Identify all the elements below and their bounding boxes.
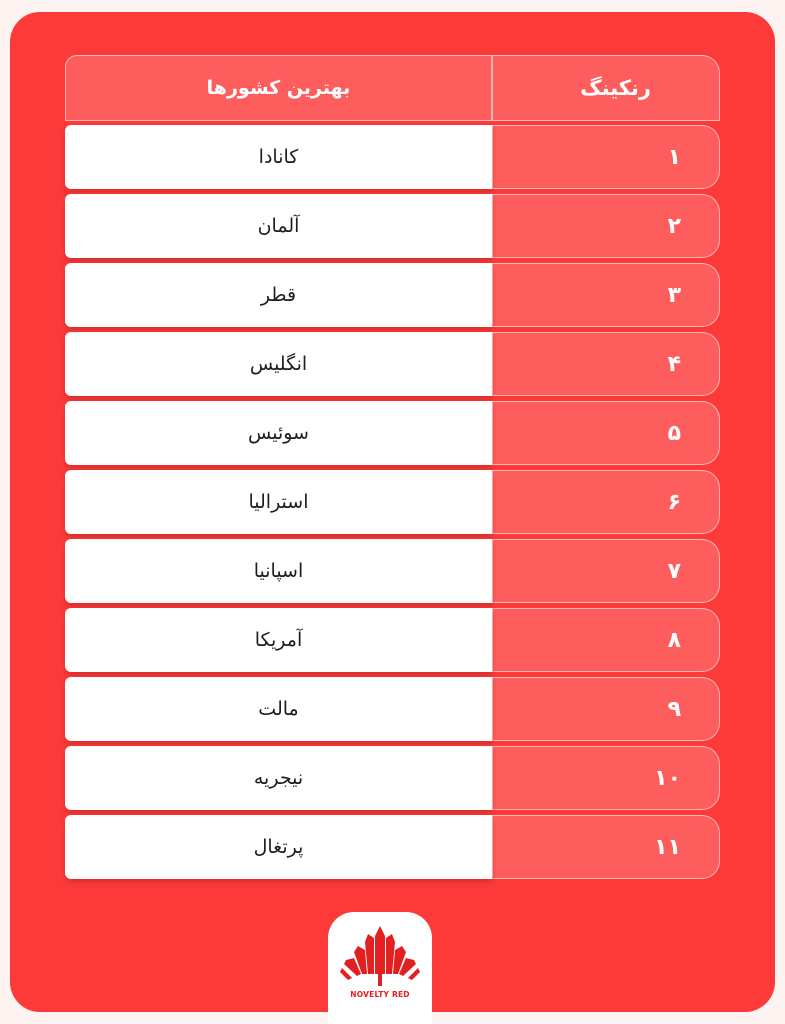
rank-cell: ۳	[492, 263, 720, 327]
country-cell: پرتغال	[65, 815, 492, 879]
country-cell: استرالیا	[65, 470, 492, 534]
rank-cell: ۲	[492, 194, 720, 258]
country-cell: نیجریه	[65, 746, 492, 810]
country-cell: سوئیس	[65, 401, 492, 465]
rank-cell: ۴	[492, 332, 720, 396]
country-cell: آلمان	[65, 194, 492, 258]
country-cell: قطر	[65, 263, 492, 327]
country-cell: آمریکا	[65, 608, 492, 672]
country-cell: انگلیس	[65, 332, 492, 396]
rank-cell: ۹	[492, 677, 720, 741]
rank-cell: ۱۱	[492, 815, 720, 879]
rank-cell: ۶	[492, 470, 720, 534]
country-cell: مالت	[65, 677, 492, 741]
rank-cell: ۵	[492, 401, 720, 465]
country-cell: اسپانیا	[65, 539, 492, 603]
rank-cell: ۱	[492, 125, 720, 189]
rank-cell: ۸	[492, 608, 720, 672]
country-cell: کانادا	[65, 125, 492, 189]
logo-tab	[328, 912, 432, 1024]
rank-cell: ۷	[492, 539, 720, 603]
rank-cell: ۱۰	[492, 746, 720, 810]
header-best-countries: بهترین کشورها	[65, 55, 492, 121]
logo-text: NOVELTY RED	[350, 990, 410, 999]
maple-leaf-icon	[328, 912, 432, 992]
header-ranking: رنکینگ	[492, 55, 720, 121]
